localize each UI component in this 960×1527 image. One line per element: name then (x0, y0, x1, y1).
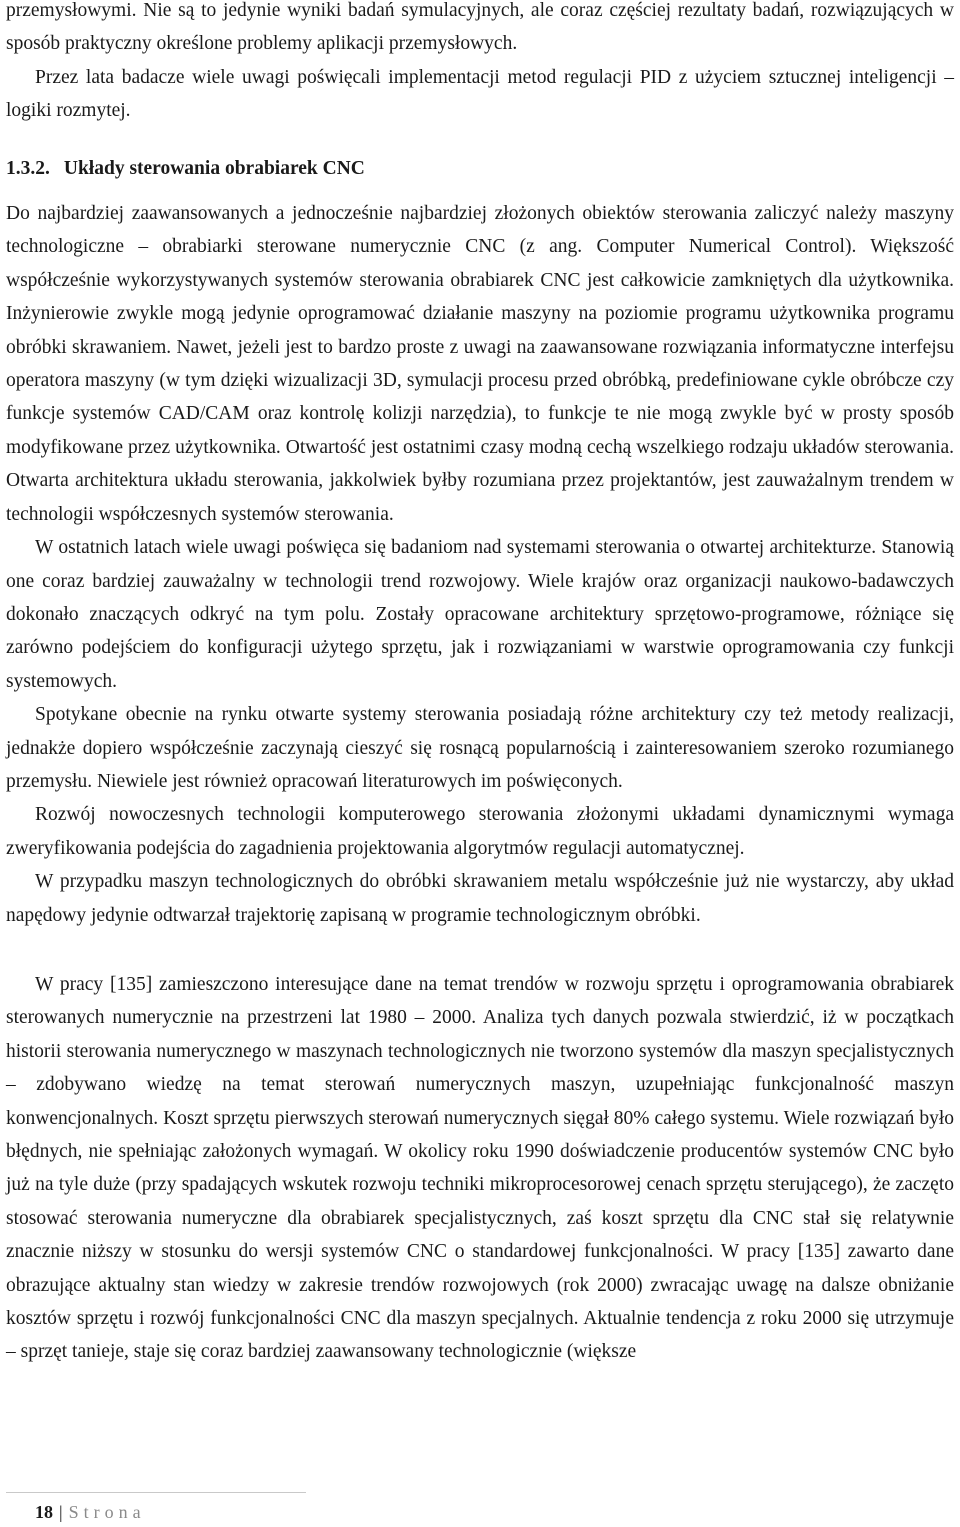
paragraph-market-systems: Spotykane obecnie na rynku otwarte systemy sterowania posiadają różne architektury czy też metody realizacji, jednakże dopiero współcześnie zaczynają cieszyć się rosnącą popularnością i zainteresowaniem szeroko rozumianego przemysłu. Niewiele jest również opracowań literaturowych im poświęconych. (6, 704, 954, 792)
section-heading (6, 152, 954, 185)
footer-separator: | (59, 1502, 63, 1522)
paragraph-machining: W przypadku maszyn technologicznych do obróbki skrawaniem metalu współcześnie już nie wystarczy, aby układ napędowy jedynie odtwarzał trajektorię zapisaną w programie technologicznym obróbki. (6, 871, 954, 926)
paragraph-pid: Przez lata badacze wiele uwagi poświęcali implementacji metod regulacji PID z użyciem sztucznej inteligencji – logiki rozmytej. (6, 66, 954, 122)
document-page (6, 0, 954, 1369)
footer-text (35, 1501, 146, 1523)
section-title: Układy sterowania obrabiarek CNC (63, 157, 365, 179)
page-label: Strona (68, 1502, 146, 1522)
paragraph-cnc-intro: Do najbardziej zaawansowanych a jednocześnie najbardziej złożonych obiektów sterowania zaliczyć należy maszyny technologiczne – obrabiarki sterowane numerycznie CNC (z ang. Computer Numerical Control). Większość współcześnie wykorzystywanych systemów sterowania obrabiarek CNC jest całkowicie zamkniętych dla użytkownika. Inżynierowie zwykle mogą jedynie oprogramować działanie maszyny na poziomie programu użytkownika programu obróbki skrawaniem. Nawet, jeżeli jest to bardzo proste z uwagi na zaawansowane rozwiązania informatyczne interfejsu operatora maszyny (w tym dzięki wizualizacji 3D, symulacji procesu przed obróbką, predefiniowane cykle obróbcze czy funkcje systemów CAD/CAM oraz kontrolę kolizji narzędzia), to funkcje te nie mogą zwykle być w prosty sposób modyfikowane przez użytkownika. Otwartość jest ostatnimi czasy modną cechą wszelkiego rodzaju układów sterowania. Otwarta architektura układu sterowania, jakkolwiek byłby rozumiana przez projektantów, jest zauważalnym trendem w technologii współczesnych systemów sterowania. (6, 203, 954, 525)
paragraph-modern-technologies: Rozwój nowoczesnych technologii komputerowego sterowania złożonymi układami dynamicznymi wymaga zweryfikowania podejścia do zagadnienia projektowania algorytmów regulacji automatycznej. (6, 804, 954, 859)
section-number: 1.3.2. (6, 157, 50, 179)
paragraph-continued: przemysłowymi. Nie są to jedynie wyniki badań symulacyjnych, ale coraz częściej rezultaty badań, rozwiązujących w sposób praktyczny określone problemy aplikacji przemysłowych. (6, 0, 954, 55)
page-number: 18 (35, 1502, 53, 1522)
paragraph-trends: W pracy [135] zamieszczono interesujące dane na temat trendów w rozwoju sprzętu i oprogramowania obrabiarek sterowanych numerycznie na przestrzeni lat 1980 – 2000. Analiza tych danych pozwala stwierdzić, iż w początkach historii sterowania numerycznego w maszynach technologicznych nie tworzono systemów dla maszyn specjalistycznych – zdobywano wiedzę na temat sterowań numerycznych maszyn, uzupełniając funkcjonalność maszyn konwencjonalnych. Koszt sprzętu pierwszych sterowań numerycznych sięgał 80% całego systemu. Wiele rozwiązań było błędnych, nie spełniając założonych wymagań. W okolicy roku 1990 doświadczenie producentów systemów CNC było już na tyle duże (przy spadających wskutek rozwoju techniki mikroprocesorowej cenach sprzętu sterującego), że zaczęto stosować sterowania numeryczne dla obrabiarek specjalistycznych, zaś koszt sprzętu dla CNC stał się relatywnie znacznie niższy w stosunku do wersji systemów CNC o standardowej funkcjonalności. W pracy [135] zawarto dane obrazujące aktualny stan wiedzy w zakresie trendów rozwojowych (rok 2000) zwracając uwagę na dalsze obniżanie kosztów sprzętu i rozwój funkcjonalności CNC dla maszyn specjalnych. Aktualnie tendencja z roku 2000 się utrzymuje – sprzęt tanieje, staje się coraz bardziej zaawansowany technologicznie (większe (6, 973, 954, 1363)
page-footer (6, 1492, 306, 1527)
paragraph-open-architecture: W ostatnich latach wiele uwagi poświęca się badaniom nad systemami sterowania o otwartej architekturze. Stanowią one coraz bardziej zauważalny w technologii trend rozwojowy. Wiele krajów oraz organizacji naukowo-badawczych dokonało znaczących odkryć na tym polu. Zostały opracowane architektury sprzętowo-programowe, różniące się zarówno podejściem do konfiguracji użytego sprzętu, jak i rozwiązaniami w warstwie oprogramowania czy funkcji systemowych. (6, 537, 954, 692)
